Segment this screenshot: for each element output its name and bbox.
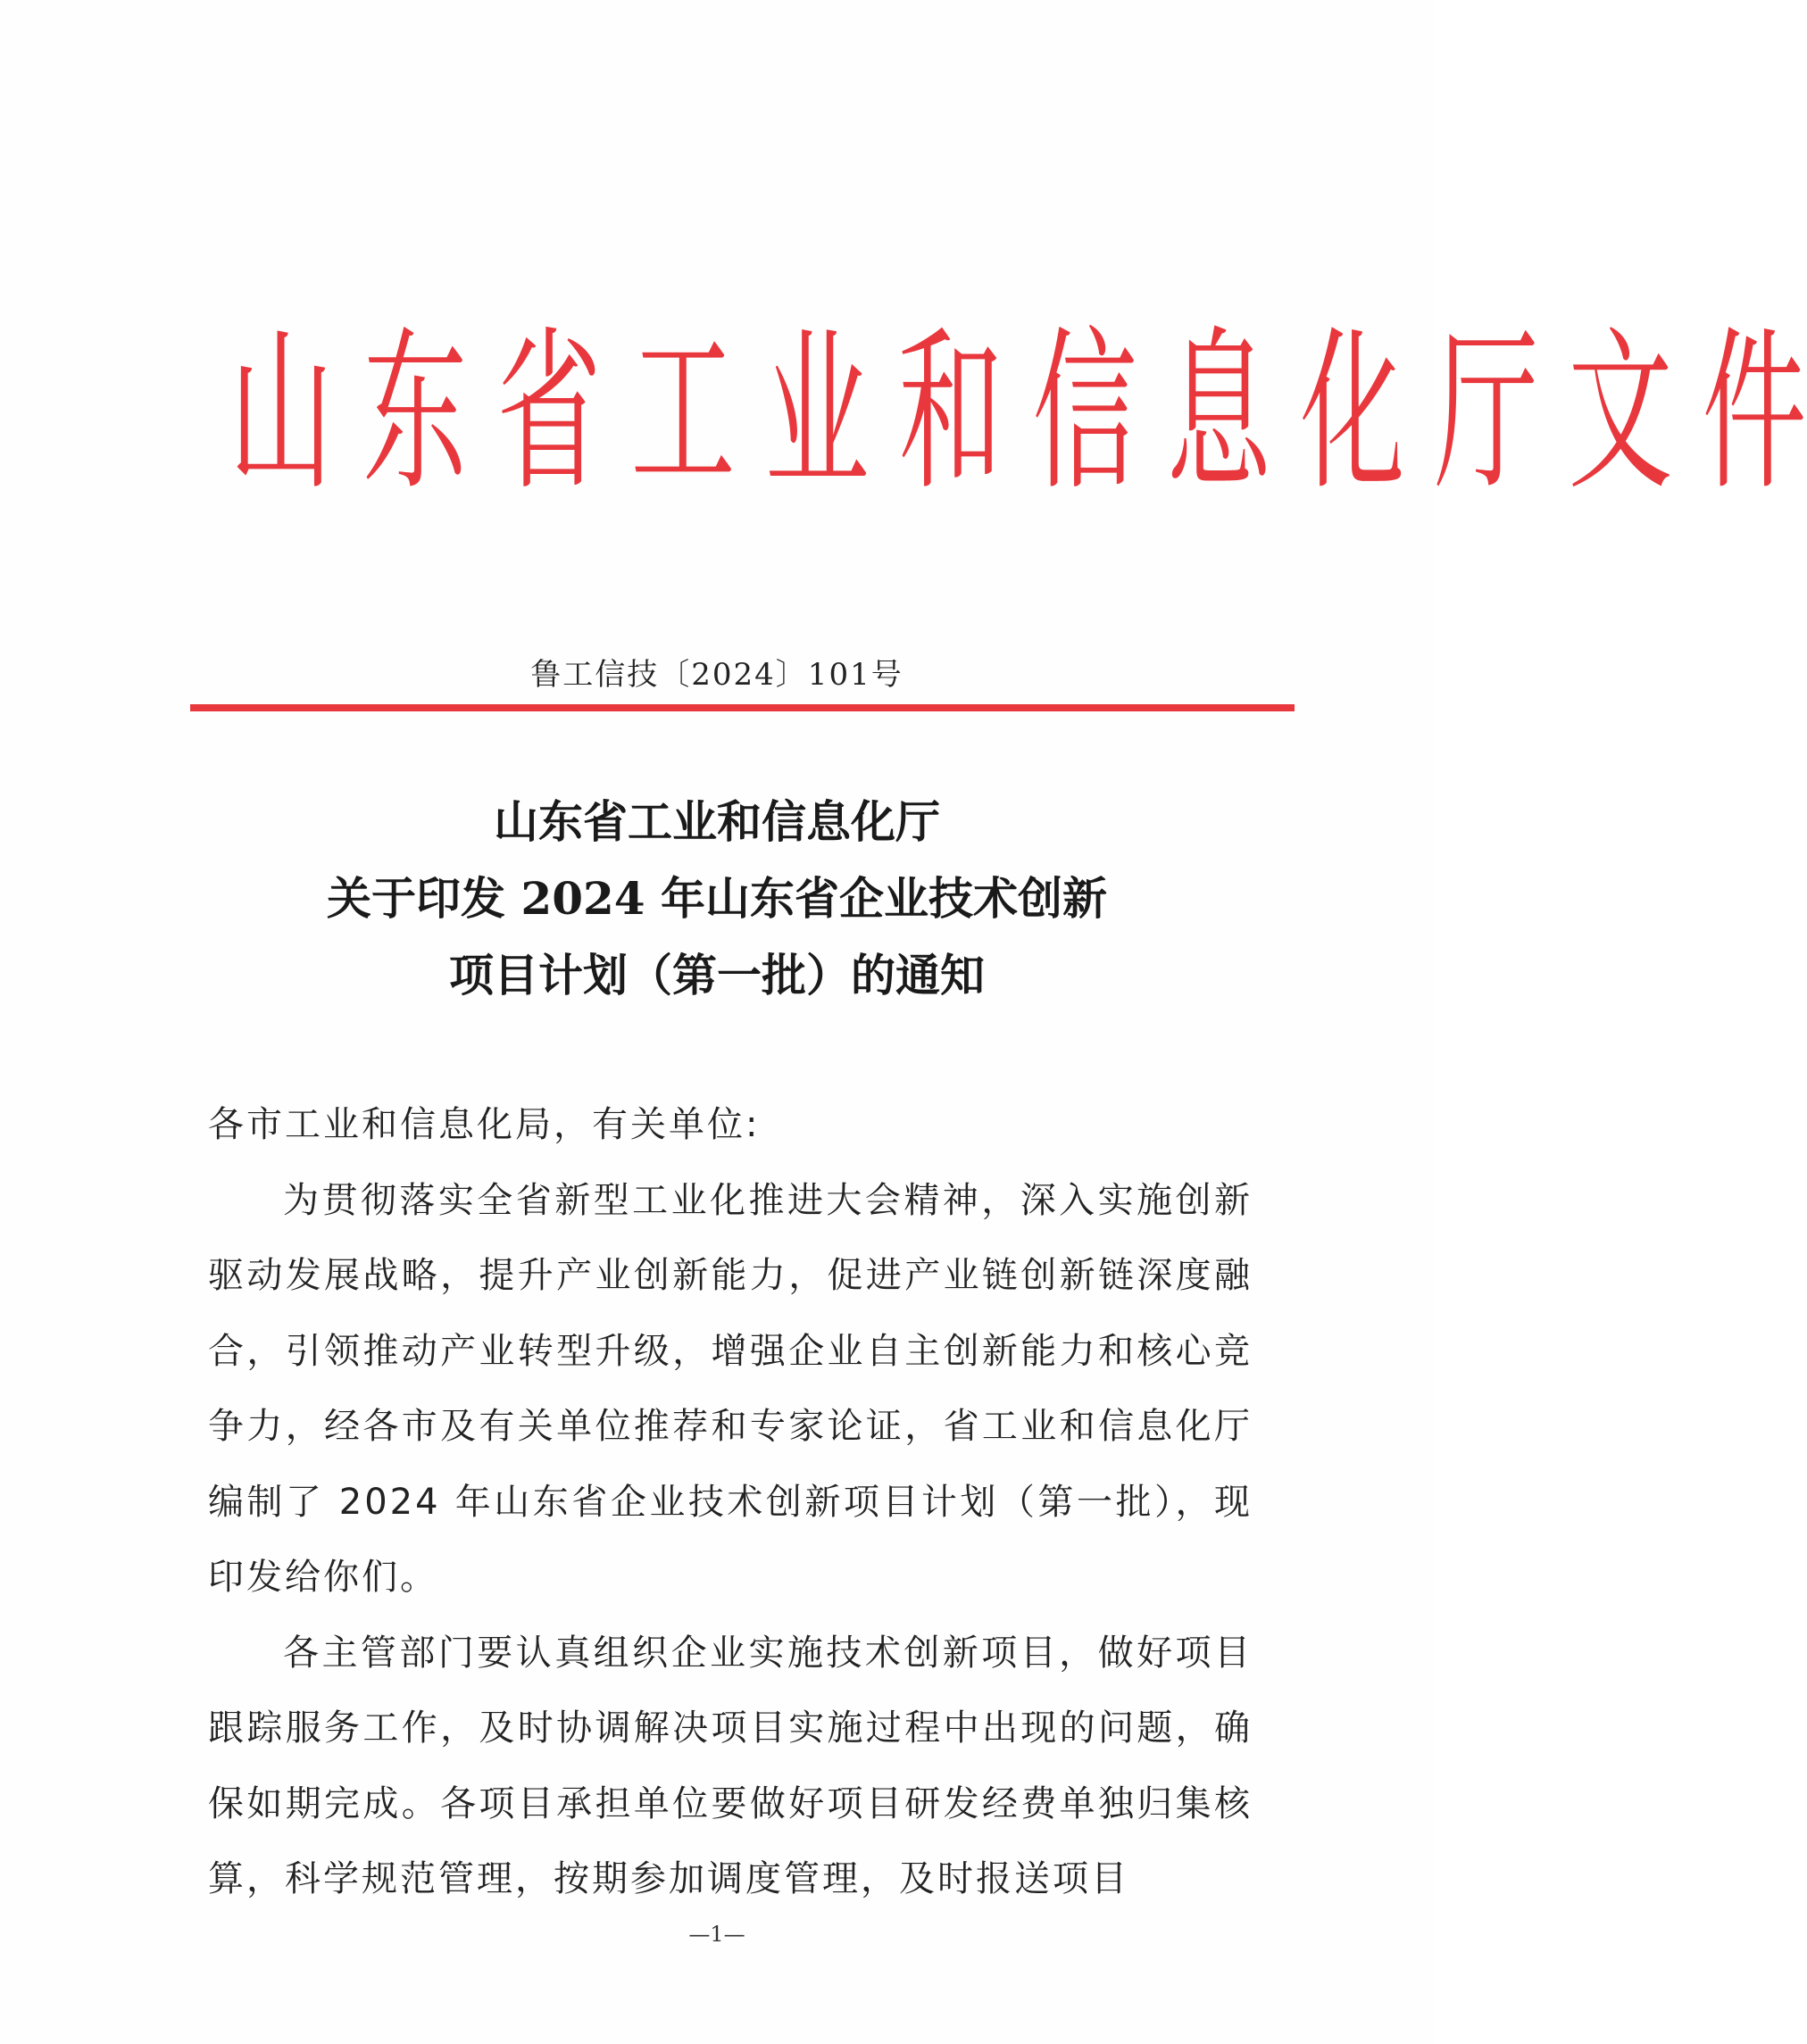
body-paragraph: 各主管部门要认真组织企业实施技术创新项目，做好项目跟踪服务工作，及时协调解决项目实施过程中出现的问题，确保如期完成。各项目承担单位要做好项目研发经费单独归集核算，科学规范管理，按期参加调度管理，及时报送项目: [208, 1632, 1253, 1899]
masthead-char: 工: [630, 312, 736, 514]
masthead-char: 息: [1166, 312, 1271, 514]
title-line: 关于印发 2024 年山东省企业技术创新: [327, 872, 1107, 925]
page-number: —1—: [688, 1922, 745, 1947]
masthead-char: 东: [362, 312, 468, 514]
salutation: 各市工业和信息化局，有关单位:: [208, 1104, 761, 1145]
title-line: 项目计划（第一批）的通知: [449, 949, 985, 1001]
masthead-char: 化: [1300, 312, 1405, 514]
red-divider-rule: [190, 704, 1295, 711]
masthead-char: 厅: [1434, 312, 1539, 514]
document-title: [0, 784, 1434, 1014]
document-body: [208, 1087, 1253, 1917]
red-masthead: [214, 312, 1807, 514]
masthead-char: 信: [1032, 312, 1137, 514]
masthead-char: 业: [764, 312, 870, 514]
masthead-char: 件: [1702, 312, 1807, 514]
masthead-char: 文: [1568, 312, 1673, 514]
masthead-char: 山: [229, 312, 334, 514]
title-line: 山东省工业和信息化厅: [494, 795, 940, 848]
masthead-char: 和: [898, 312, 1003, 514]
body-paragraph: 为贯彻落实全省新型工业化推进大会精神，深入实施创新驱动发展战略，提升产业创新能力，促进产业链创新链深度融合，引领推动产业转型升级，增强企业自主创新能力和核心竞争力，经各市及有关单位推荐和专家论证，省工业和信息化厅编制了 2024 年山东省企业技术创新项目计划（第一批），现印发给你们。: [208, 1179, 1253, 1598]
document-number: 鲁工信技〔2024〕101号: [530, 657, 904, 693]
masthead-char: 省: [496, 312, 602, 514]
